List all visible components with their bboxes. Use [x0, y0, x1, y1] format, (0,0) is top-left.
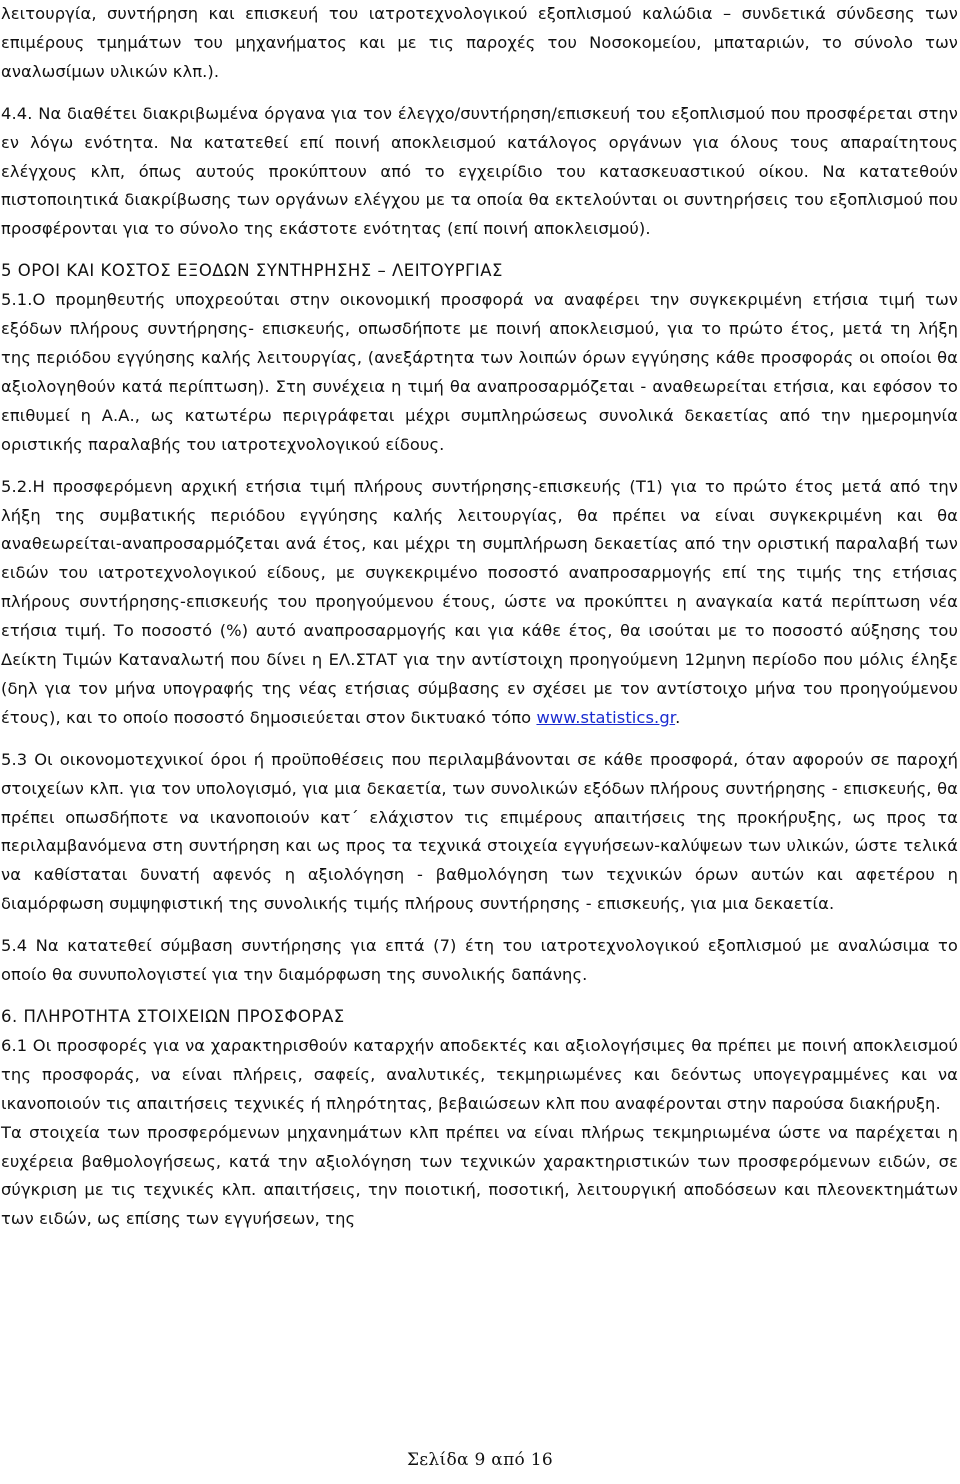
statistics-link[interactable]: www.statistics.gr [536, 707, 676, 727]
page-number-footer: Σελίδα 9 από 16 [406, 1450, 554, 1470]
section-4-4-paragraph: 4.4. Να διαθέτει διακριβωμένα όργανα για τον έλεγχο/συντήρηση/επισκευή του εξοπλισμού που προσφέρεται στην εν λόγω ενότητα. Να κατατεθεί επί ποινή αποκλεισμού κατάλογος οργάνων για όλους τους απαραίτητους ελέγχους κλπ, όπως αυτούς προκύπτουν από το εγχειρίδιο του κατασκευαστικού οίκου. Να κατατεθούν πιστοποιητικά διακρίβωσης των οργάνων ελέγχου με τα οποία θα εκτελούνται οι συντηρήσεις του εξοπλισμού που προσφέρονται για το σύνολο της εκάστοτε ενότητας (επί ποινή αποκλεισμού). [1, 103, 958, 239]
section-6-1-continuation: Τα στοιχεία των προσφερόμενων μηχανημάτων κλπ πρέπει να είναι πλήρως τεκμηριωμένα ώστε να παρέχεται η ευχέρεια βαθμολογήσεως, κατά την αξιολόγηση των τεχνικών χαρακτηριστικών των προσφερόμενων ειδών, σε σύγκριση με τις τεχνικές κλπ. απαιτήσεις, την ποιοτική, ποσοτική, λειτουργική αποδόσεων και πλεονεκτημάτων των ειδών, ως επίσης των εγγυήσεων, της [1, 1122, 958, 1229]
section-5-2-text: 5.2.Η προσφερόμενη αρχική ετήσια τιμή πλήρους συντήρησης-επισκευής (Τ1) για το πρώτο έτος μετά από την λήξη της συμβατικής περιόδου εγγύησης καλής λειτουργίας, θα πρέπει να είναι συγκεκριμένη και θα αναθεωρείται-αναπροσαρμόζεται ανά έτος, και μέχρι τη συμπλήρωση δεκαετίας από την οριστική παραλαβή των ειδών του ιατροτεχνολογικού είδους, με συγκεκριμένο ποσοστό αναπροσαρμογής επί της τιμής της ετήσιας πλήρους συντήρησης-επισκευής του προηγούμενου έτους, ώστε να προκύπτει η αναγκαία κατά περίπτωση νέα ετήσια τιμή. Το ποσοστό (%) αυτό αναπροσαρμογής και για κάθε έτος, θα ισούται με το ποσοστό αύξησης του Δείκτη Τιμών Καταναλωτή που δίνει η ΕΛ.ΣΤΑΤ για την αντίστοιχη προηγούμενη 12μηνη περίοδο που μόλις έληξε (δηλ για τον μήνα υπογραφής της νέας ετήσιας σύμβασης εν σχέσει με τον αντίστοιχο μήνα του προηγούμενου έτους), και το οποίο ποσοστό δημοσιεύεται στον δικτυακό τόπο [1, 476, 958, 727]
section-5-2-end: . [675, 707, 681, 727]
intro-paragraph: λειτουργία, συντήρηση και επισκευή του ιατροτεχνολογικού εξοπλισμού καλώδια – συνδετικά σύνδεσης των επιμέρους τμημάτων του μηχανήματος και με τις παροχές του Νοσοκομείου, μπαταριών, το σύνολο των αναλωσίμων υλικών κλπ.). [1, 4, 958, 81]
section-5-4-paragraph: 5.4 Να κατατεθεί σύμβαση συντήρησης για επτά (7) έτη του ιατροτεχνολογικού εξοπλισμού με αναλώσιμα το οποίο θα συνυπολογιστεί για την διαμόρφωση της συνολικής δαπάνης. [1, 936, 958, 985]
section-5-1-paragraph: 5.1.Ο προμηθευτής υποχρεούται στην οικονομική προσφορά να αναφέρει την συγκεκριμένη ετήσια τιμή των εξόδων πλήρους συντήρησης- επισκευής, οπωσδήποτε με ποινή αποκλεισμού, για το πρώτο έτος, μετά τη λήξη της περιόδου εγγύησης καλής λειτουργίας, (ανεξάρτητα των λοιπών όρων εγγύησης κάθε προσφοράς οι οποίοι θα αξιολογηθούν κατά περίπτωση). Στη συνέχεια η τιμή θα αναπροσαρμόζεται - αναθεωρείται ετήσια, και εφόσον το επιθυμεί η Α.Α., ως κατωτέρω περιγράφεται μέχρι συμπληρώσεως συνολικά δεκαετίας από την ημερομηνία οριστικής παραλαβής του ιατροτεχνολογικού είδους. [1, 290, 958, 454]
section-6-1-paragraph: 6.1 Οι προσφορές για να χαρακτηρισθούν καταρχήν αποδεκτές και αξιολογήσιμες θα πρέπει με ποινή αποκλεισμού της προσφοράς, να είναι πλήρεις, σαφείς, αναλυτικές, τεκμηριωμένες και δεόντως υπογεγραμμένες και να ικανοποιούν τις απαιτήσεις τεχνικές ή πληρότητας, βεβαιώσεων κλπ που αναφέρονται στην παρούσα διακήρυξη. [1, 1035, 958, 1113]
section-6-heading: 6. ΠΛΗΡΟΤΗΤΑ ΣΤΟΙΧΕΙΩΝ ΠΡΟΣΦΟΡΑΣ [1, 1007, 345, 1026]
section-5-3-paragraph: 5.3 Οι οικονομοτεχνικοί όροι ή προϋποθέσεις που περιλαμβάνονται σε κάθε προσφορά, όταν αφορούν σε παροχή στοιχείων κλπ. για τον υπολογισμό, για μια δεκαετία, των συνολικών εξόδων πλήρους συντήρησης - επισκευής, θα πρέπει οπωσδήποτε να ικανοποιούν κατ΄ ελάχιστον τις επιμέρους απαιτήσεις της προκήρυξης, ως προς τα περιλαμβανόμενα στη συντήρηση και ως προς τα τεχνικά στοιχεία εγγυήσεων-καλύψεων των υλικών, ώστε τελικά να καθίσταται δυνατή αφενός η αξιολόγηση - βαθμολόγηση των τεχνικών όρων αυτών και αφετέρου η διαμόρφωση συμψηφιστική της συνολικής τιμής πλήρους συντήρησης - επισκευής, για μια δεκαετία. [1, 749, 958, 914]
section-5-heading: 5 ΟΡΟΙ ΚΑΙ ΚΟΣΤΟΣ ΕΞΟΔΩΝ ΣΥΝΤΗΡΗΣΗΣ – ΛΕΙΤΟΥΡΓΙΑΣ [1, 261, 503, 281]
section-5-2-paragraph [1, 473, 958, 733]
